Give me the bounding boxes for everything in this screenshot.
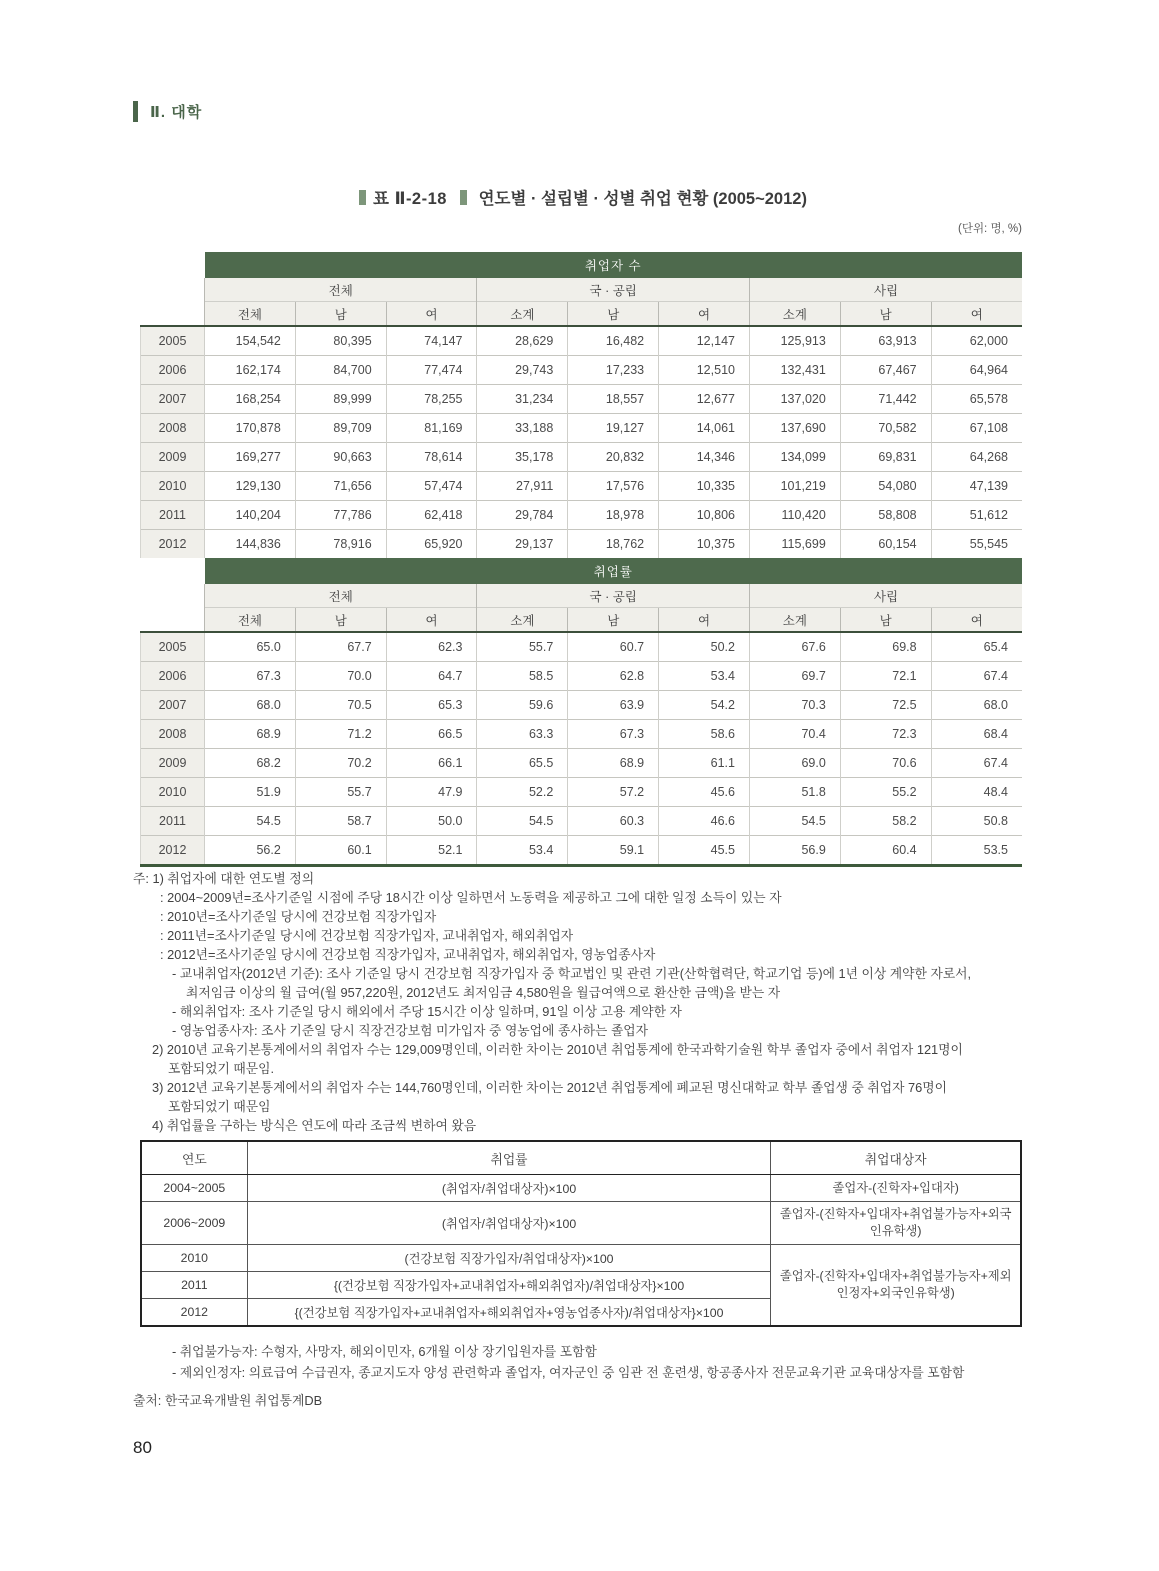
value-cell: 52.1 xyxy=(386,836,477,866)
value-cell: 28,629 xyxy=(477,326,568,356)
value-cell: 60.3 xyxy=(568,807,659,836)
value-cell: 70.5 xyxy=(295,691,386,720)
year-cell: 2009 xyxy=(141,749,205,778)
count-rows xyxy=(141,326,1023,558)
value-cell: 17,576 xyxy=(568,472,659,501)
column-header: 소계 xyxy=(477,302,568,327)
value-cell: 58.2 xyxy=(840,807,931,836)
value-cell: 56.9 xyxy=(749,836,840,866)
table-row xyxy=(141,749,1023,778)
year-cell: 2012 xyxy=(141,1299,247,1327)
target-cell: 졸업자-(진학자+입대자+취업불가능자+제외인정자+외국인유학생) xyxy=(771,1245,1021,1327)
value-cell: 63,913 xyxy=(840,326,931,356)
band-label: 취업자 수 xyxy=(205,252,1023,278)
value-cell: 16,482 xyxy=(568,326,659,356)
note-line: : 2012년=조사기준일 당시에 건강보험 직장가입자, 교내취업자, 해외취업자, 영농업종사자 xyxy=(160,947,656,962)
value-cell: 33,188 xyxy=(477,414,568,443)
value-cell: 72.5 xyxy=(840,691,931,720)
value-cell: 55.7 xyxy=(477,632,568,662)
notes-section xyxy=(133,869,1025,1411)
notes-list xyxy=(133,869,1025,1135)
value-cell: 68.2 xyxy=(205,749,296,778)
value-cell: 137,690 xyxy=(749,414,840,443)
column-header: 소계 xyxy=(749,608,840,633)
table-row xyxy=(141,720,1023,749)
value-cell: 62,000 xyxy=(931,326,1022,356)
value-cell: 64.7 xyxy=(386,662,477,691)
value-cell: 45.5 xyxy=(659,836,750,866)
year-cell: 2010 xyxy=(141,472,205,501)
value-cell: 14,346 xyxy=(659,443,750,472)
value-cell: 64,268 xyxy=(931,443,1022,472)
value-cell: 77,474 xyxy=(386,356,477,385)
table-row xyxy=(141,530,1023,559)
table-title-label: 표 Ⅱ-2-18 xyxy=(373,190,447,208)
formula-row xyxy=(141,1202,1021,1245)
formula-row xyxy=(141,1175,1021,1202)
value-cell: 69.8 xyxy=(840,632,931,662)
value-cell: 71,442 xyxy=(840,385,931,414)
year-cell: 2010 xyxy=(141,1245,247,1272)
band-row xyxy=(141,558,1023,584)
column-header: 남 xyxy=(840,302,931,327)
group-header: 사립 xyxy=(749,584,1022,608)
column-header-row xyxy=(141,302,1023,327)
column-header: 여 xyxy=(386,302,477,327)
column-header: 남 xyxy=(295,302,386,327)
column-header: 소계 xyxy=(749,302,840,327)
value-cell: 69.0 xyxy=(749,749,840,778)
year-cell: 2011 xyxy=(141,807,205,836)
value-cell: 54.5 xyxy=(205,807,296,836)
value-cell: 65.0 xyxy=(205,632,296,662)
employment-table xyxy=(140,252,1022,867)
formula-table xyxy=(140,1140,1022,1327)
year-cell: 2012 xyxy=(141,836,205,866)
value-cell: 78,916 xyxy=(295,530,386,559)
year-cell: 2004~2005 xyxy=(141,1175,247,1202)
value-cell: 68.9 xyxy=(205,720,296,749)
table-title-text: 연도별 · 설립별 · 성별 취업 현황 (2005~2012) xyxy=(478,190,807,208)
target-cell: 졸업자-(진학자+입대자) xyxy=(771,1175,1021,1202)
value-cell: 74,147 xyxy=(386,326,477,356)
year-cell: 2005 xyxy=(141,326,205,356)
corner-cell xyxy=(141,252,205,278)
table-row xyxy=(141,326,1023,356)
group-header: 국 · 공립 xyxy=(477,278,749,302)
count-section-header xyxy=(141,252,1023,326)
value-cell: 27,911 xyxy=(477,472,568,501)
formula-header: 연도 xyxy=(141,1141,247,1175)
value-cell: 59.6 xyxy=(477,691,568,720)
footnote-line: - 제외인정자: 의료급여 수급권자, 종교지도자 양성 관련학과 졸업자, 여자군인 중 임관 전 훈련생, 항공종사자 전문교육기관 교육대상자를 포함함 xyxy=(172,1365,965,1380)
formula-cell: (취업자/취업대상자)×100 xyxy=(247,1202,771,1245)
value-cell: 84,700 xyxy=(295,356,386,385)
value-cell: 71,656 xyxy=(295,472,386,501)
value-cell: 78,255 xyxy=(386,385,477,414)
value-cell: 77,786 xyxy=(295,501,386,530)
group-header: 전체 xyxy=(205,278,477,302)
unit-note: (단위: 명, %) xyxy=(958,223,1022,235)
value-cell: 53.4 xyxy=(477,836,568,866)
value-cell: 58.5 xyxy=(477,662,568,691)
value-cell: 53.4 xyxy=(659,662,750,691)
band-label: 취업률 xyxy=(205,558,1023,584)
value-cell: 78,614 xyxy=(386,443,477,472)
table-row xyxy=(141,501,1023,530)
year-cell: 2008 xyxy=(141,414,205,443)
value-cell: 71.2 xyxy=(295,720,386,749)
value-cell: 63.3 xyxy=(477,720,568,749)
rate-section-header xyxy=(141,558,1023,632)
year-cell: 2008 xyxy=(141,720,205,749)
value-cell: 29,784 xyxy=(477,501,568,530)
table-row xyxy=(141,356,1023,385)
note-line: : 2004~2009년=조사기준일 시점에 주당 18시간 이상 일하면서 노동력을 제공하고 그에 대한 일정 소득이 있는 자 xyxy=(160,890,782,905)
year-cell: 2011 xyxy=(141,501,205,530)
group-header: 사립 xyxy=(749,278,1022,302)
value-cell: 46.6 xyxy=(659,807,750,836)
value-cell: 66.1 xyxy=(386,749,477,778)
column-header: 여 xyxy=(386,608,477,633)
value-cell: 67,108 xyxy=(931,414,1022,443)
section-header-text: Ⅱ. 대학 xyxy=(150,104,203,121)
value-cell: 54.2 xyxy=(659,691,750,720)
value-cell: 59.1 xyxy=(568,836,659,866)
group-header: 전체 xyxy=(205,584,477,608)
value-cell: 64,964 xyxy=(931,356,1022,385)
note-line: - 해외취업자: 조사 기준일 당시 해외에서 주당 15시간 이상 일하며, 91일 이상 고용 계약한 자 xyxy=(172,1004,682,1019)
formula-row xyxy=(141,1245,1021,1272)
corner-cell xyxy=(141,302,205,327)
section-header xyxy=(133,101,202,122)
table-row xyxy=(141,472,1023,501)
note-line: 포함되었기 때문임 xyxy=(168,1099,271,1114)
value-cell: 67,467 xyxy=(840,356,931,385)
value-cell: 90,663 xyxy=(295,443,386,472)
formula-header: 취업대상자 xyxy=(771,1141,1021,1175)
value-cell: 55.2 xyxy=(840,778,931,807)
value-cell: 70.2 xyxy=(295,749,386,778)
year-cell: 2006~2009 xyxy=(141,1202,247,1245)
value-cell: 63.9 xyxy=(568,691,659,720)
note-line: : 2010년=조사기준일 당시에 건강보험 직장가입자 xyxy=(160,909,437,924)
column-header: 남 xyxy=(840,608,931,633)
value-cell: 29,137 xyxy=(477,530,568,559)
formula-cell: {(건강보험 직장가입자+교내취업자+해외취업자)/취업대상자}×100 xyxy=(247,1272,771,1299)
value-cell: 20,832 xyxy=(568,443,659,472)
value-cell: 72.3 xyxy=(840,720,931,749)
value-cell: 54,080 xyxy=(840,472,931,501)
column-header: 여 xyxy=(931,302,1022,327)
table-row xyxy=(141,414,1023,443)
value-cell: 10,375 xyxy=(659,530,750,559)
value-cell: 110,420 xyxy=(749,501,840,530)
value-cell: 53.5 xyxy=(931,836,1022,866)
value-cell: 67.3 xyxy=(568,720,659,749)
value-cell: 137,020 xyxy=(749,385,840,414)
column-header: 남 xyxy=(295,608,386,633)
value-cell: 51.8 xyxy=(749,778,840,807)
page-number: 80 xyxy=(133,1438,152,1457)
value-cell: 80,395 xyxy=(295,326,386,356)
column-header: 전체 xyxy=(205,302,296,327)
value-cell: 50.8 xyxy=(931,807,1022,836)
year-cell: 2007 xyxy=(141,691,205,720)
value-cell: 66.5 xyxy=(386,720,477,749)
value-cell: 58.6 xyxy=(659,720,750,749)
value-cell: 70.3 xyxy=(749,691,840,720)
year-cell: 2006 xyxy=(141,356,205,385)
value-cell: 50.0 xyxy=(386,807,477,836)
value-cell: 69.7 xyxy=(749,662,840,691)
value-cell: 60.7 xyxy=(568,632,659,662)
formula-header: 취업률 xyxy=(247,1141,771,1175)
value-cell: 65.3 xyxy=(386,691,477,720)
table-row xyxy=(141,662,1023,691)
note-line: 4) 취업률을 구하는 방식은 연도에 따라 조금씩 변하여 왔음 xyxy=(152,1118,477,1133)
value-cell: 57,474 xyxy=(386,472,477,501)
value-cell: 67.6 xyxy=(749,632,840,662)
table-title-bar-icon xyxy=(359,190,366,205)
value-cell: 89,999 xyxy=(295,385,386,414)
value-cell: 169,277 xyxy=(205,443,296,472)
value-cell: 47.9 xyxy=(386,778,477,807)
footnotes-list xyxy=(133,1341,1025,1383)
value-cell: 68.9 xyxy=(568,749,659,778)
column-header: 여 xyxy=(659,302,750,327)
value-cell: 162,174 xyxy=(205,356,296,385)
value-cell: 68.0 xyxy=(205,691,296,720)
column-header: 여 xyxy=(659,608,750,633)
table-row xyxy=(141,443,1023,472)
value-cell: 18,762 xyxy=(568,530,659,559)
table-row xyxy=(141,807,1023,836)
year-cell: 2011 xyxy=(141,1272,247,1299)
table-row xyxy=(141,836,1023,866)
value-cell: 81,169 xyxy=(386,414,477,443)
group-header-row xyxy=(141,584,1023,608)
table-row xyxy=(141,632,1023,662)
value-cell: 48.4 xyxy=(931,778,1022,807)
value-cell: 65.5 xyxy=(477,749,568,778)
value-cell: 51,612 xyxy=(931,501,1022,530)
column-header: 남 xyxy=(568,608,659,633)
value-cell: 12,510 xyxy=(659,356,750,385)
formula-cell: {(건강보험 직장가입자+교내취업자+해외취업자+영농업종사자)/취업대상자}×100 xyxy=(247,1299,771,1327)
footnote-line: - 취업불가능자: 수형자, 사망자, 해외이민자, 6개월 이상 장기입원자를 포함함 xyxy=(172,1344,597,1359)
value-cell: 72.1 xyxy=(840,662,931,691)
note-line: - 영농업종사자: 조사 기준일 당시 직장건강보험 미가입자 중 영농업에 종사하는 졸업자 xyxy=(172,1023,649,1038)
section-header-bar-icon xyxy=(133,101,138,122)
group-header-row xyxy=(141,278,1023,302)
value-cell: 170,878 xyxy=(205,414,296,443)
column-header: 남 xyxy=(568,302,659,327)
value-cell: 56.2 xyxy=(205,836,296,866)
group-header: 국 · 공립 xyxy=(477,584,749,608)
value-cell: 67.7 xyxy=(295,632,386,662)
value-cell: 62,418 xyxy=(386,501,477,530)
value-cell: 69,831 xyxy=(840,443,931,472)
target-cell: 졸업자-(진학자+입대자+취업불가능자+외국인유학생) xyxy=(771,1202,1021,1245)
note-line: : 2011년=조사기준일 당시에 건강보험 직장가입자, 교내취업자, 해외취업자 xyxy=(160,928,574,943)
value-cell: 14,061 xyxy=(659,414,750,443)
value-cell: 10,335 xyxy=(659,472,750,501)
column-header: 여 xyxy=(931,608,1022,633)
value-cell: 57.2 xyxy=(568,778,659,807)
note-line: 주: 1) 취업자에 대한 연도별 정의 xyxy=(133,871,315,886)
value-cell: 61.1 xyxy=(659,749,750,778)
value-cell: 68.4 xyxy=(931,720,1022,749)
column-header: 소계 xyxy=(477,608,568,633)
value-cell: 70.0 xyxy=(295,662,386,691)
value-cell: 101,219 xyxy=(749,472,840,501)
value-cell: 10,806 xyxy=(659,501,750,530)
note-line: - 교내취업자(2012년 기준): 조사 기준일 당시 건강보험 직장가입자 중 학교법인 및 관련 기관(산학협력단, 학교기업 등)에 1년 이상 계약한 자로서, xyxy=(172,966,972,981)
value-cell: 55.7 xyxy=(295,778,386,807)
value-cell: 58,808 xyxy=(840,501,931,530)
value-cell: 50.2 xyxy=(659,632,750,662)
value-cell: 58.7 xyxy=(295,807,386,836)
value-cell: 154,542 xyxy=(205,326,296,356)
value-cell: 19,127 xyxy=(568,414,659,443)
value-cell: 31,234 xyxy=(477,385,568,414)
table-row xyxy=(141,385,1023,414)
table-title-bar-icon xyxy=(460,190,467,205)
note-line: 2) 2010년 교육기본통계에서의 취업자 수는 129,009명인데, 이러한 차이는 2010년 취업통계에 한국과학기술원 학부 졸업자 중에서 취업자 121명이 xyxy=(152,1042,963,1057)
value-cell: 12,677 xyxy=(659,385,750,414)
formula-cell: (건강보험 직장가입자/취업대상자)×100 xyxy=(247,1245,771,1272)
rate-rows xyxy=(141,632,1023,866)
value-cell: 65,578 xyxy=(931,385,1022,414)
value-cell: 54.5 xyxy=(749,807,840,836)
year-cell: 2009 xyxy=(141,443,205,472)
value-cell: 144,836 xyxy=(205,530,296,559)
year-cell: 2012 xyxy=(141,530,205,559)
table-row xyxy=(141,691,1023,720)
value-cell: 35,178 xyxy=(477,443,568,472)
value-cell: 45.6 xyxy=(659,778,750,807)
value-cell: 140,204 xyxy=(205,501,296,530)
value-cell: 65,920 xyxy=(386,530,477,559)
value-cell: 132,431 xyxy=(749,356,840,385)
value-cell: 62.3 xyxy=(386,632,477,662)
value-cell: 18,978 xyxy=(568,501,659,530)
corner-cell xyxy=(141,558,205,584)
value-cell: 52.2 xyxy=(477,778,568,807)
note-line: 포함되었기 때문임. xyxy=(168,1061,275,1076)
value-cell: 125,913 xyxy=(749,326,840,356)
value-cell: 115,699 xyxy=(749,530,840,559)
value-cell: 17,233 xyxy=(568,356,659,385)
corner-cell xyxy=(141,278,205,302)
year-cell: 2010 xyxy=(141,778,205,807)
table-row xyxy=(141,778,1023,807)
value-cell: 67.3 xyxy=(205,662,296,691)
value-cell: 65.4 xyxy=(931,632,1022,662)
value-cell: 55,545 xyxy=(931,530,1022,559)
value-cell: 129,130 xyxy=(205,472,296,501)
value-cell: 62.8 xyxy=(568,662,659,691)
source-line: 출처: 한국교육개발원 취업통계DB xyxy=(133,1393,323,1408)
value-cell: 89,709 xyxy=(295,414,386,443)
year-cell: 2007 xyxy=(141,385,205,414)
value-cell: 70,582 xyxy=(840,414,931,443)
value-cell: 67.4 xyxy=(931,749,1022,778)
value-cell: 54.5 xyxy=(477,807,568,836)
value-cell: 60,154 xyxy=(840,530,931,559)
value-cell: 47,139 xyxy=(931,472,1022,501)
note-line: 3) 2012년 교육기본통계에서의 취업자 수는 144,760명인데, 이러한 차이는 2012년 취업통계에 폐교된 명신대학교 학부 졸업생 중 취업자 76명이 xyxy=(152,1080,947,1095)
value-cell: 68.0 xyxy=(931,691,1022,720)
corner-cell xyxy=(141,608,205,633)
table-title xyxy=(0,185,1159,209)
corner-cell xyxy=(141,584,205,608)
formula-cell: (취업자/취업대상자)×100 xyxy=(247,1175,771,1202)
year-cell: 2005 xyxy=(141,632,205,662)
value-cell: 60.1 xyxy=(295,836,386,866)
value-cell: 51.9 xyxy=(205,778,296,807)
band-row xyxy=(141,252,1023,278)
formula-header-row xyxy=(141,1141,1021,1175)
value-cell: 29,743 xyxy=(477,356,568,385)
column-header: 전체 xyxy=(205,608,296,633)
value-cell: 18,557 xyxy=(568,385,659,414)
value-cell: 70.6 xyxy=(840,749,931,778)
value-cell: 67.4 xyxy=(931,662,1022,691)
year-cell: 2006 xyxy=(141,662,205,691)
value-cell: 70.4 xyxy=(749,720,840,749)
column-header-row xyxy=(141,608,1023,633)
value-cell: 168,254 xyxy=(205,385,296,414)
note-line: 최저임금 이상의 월 급여(월 957,220원, 2012년도 최저임금 4,580원을 월급여액으로 환산한 금액)을 받는 자 xyxy=(186,985,781,1000)
value-cell: 12,147 xyxy=(659,326,750,356)
value-cell: 60.4 xyxy=(840,836,931,866)
value-cell: 134,099 xyxy=(749,443,840,472)
